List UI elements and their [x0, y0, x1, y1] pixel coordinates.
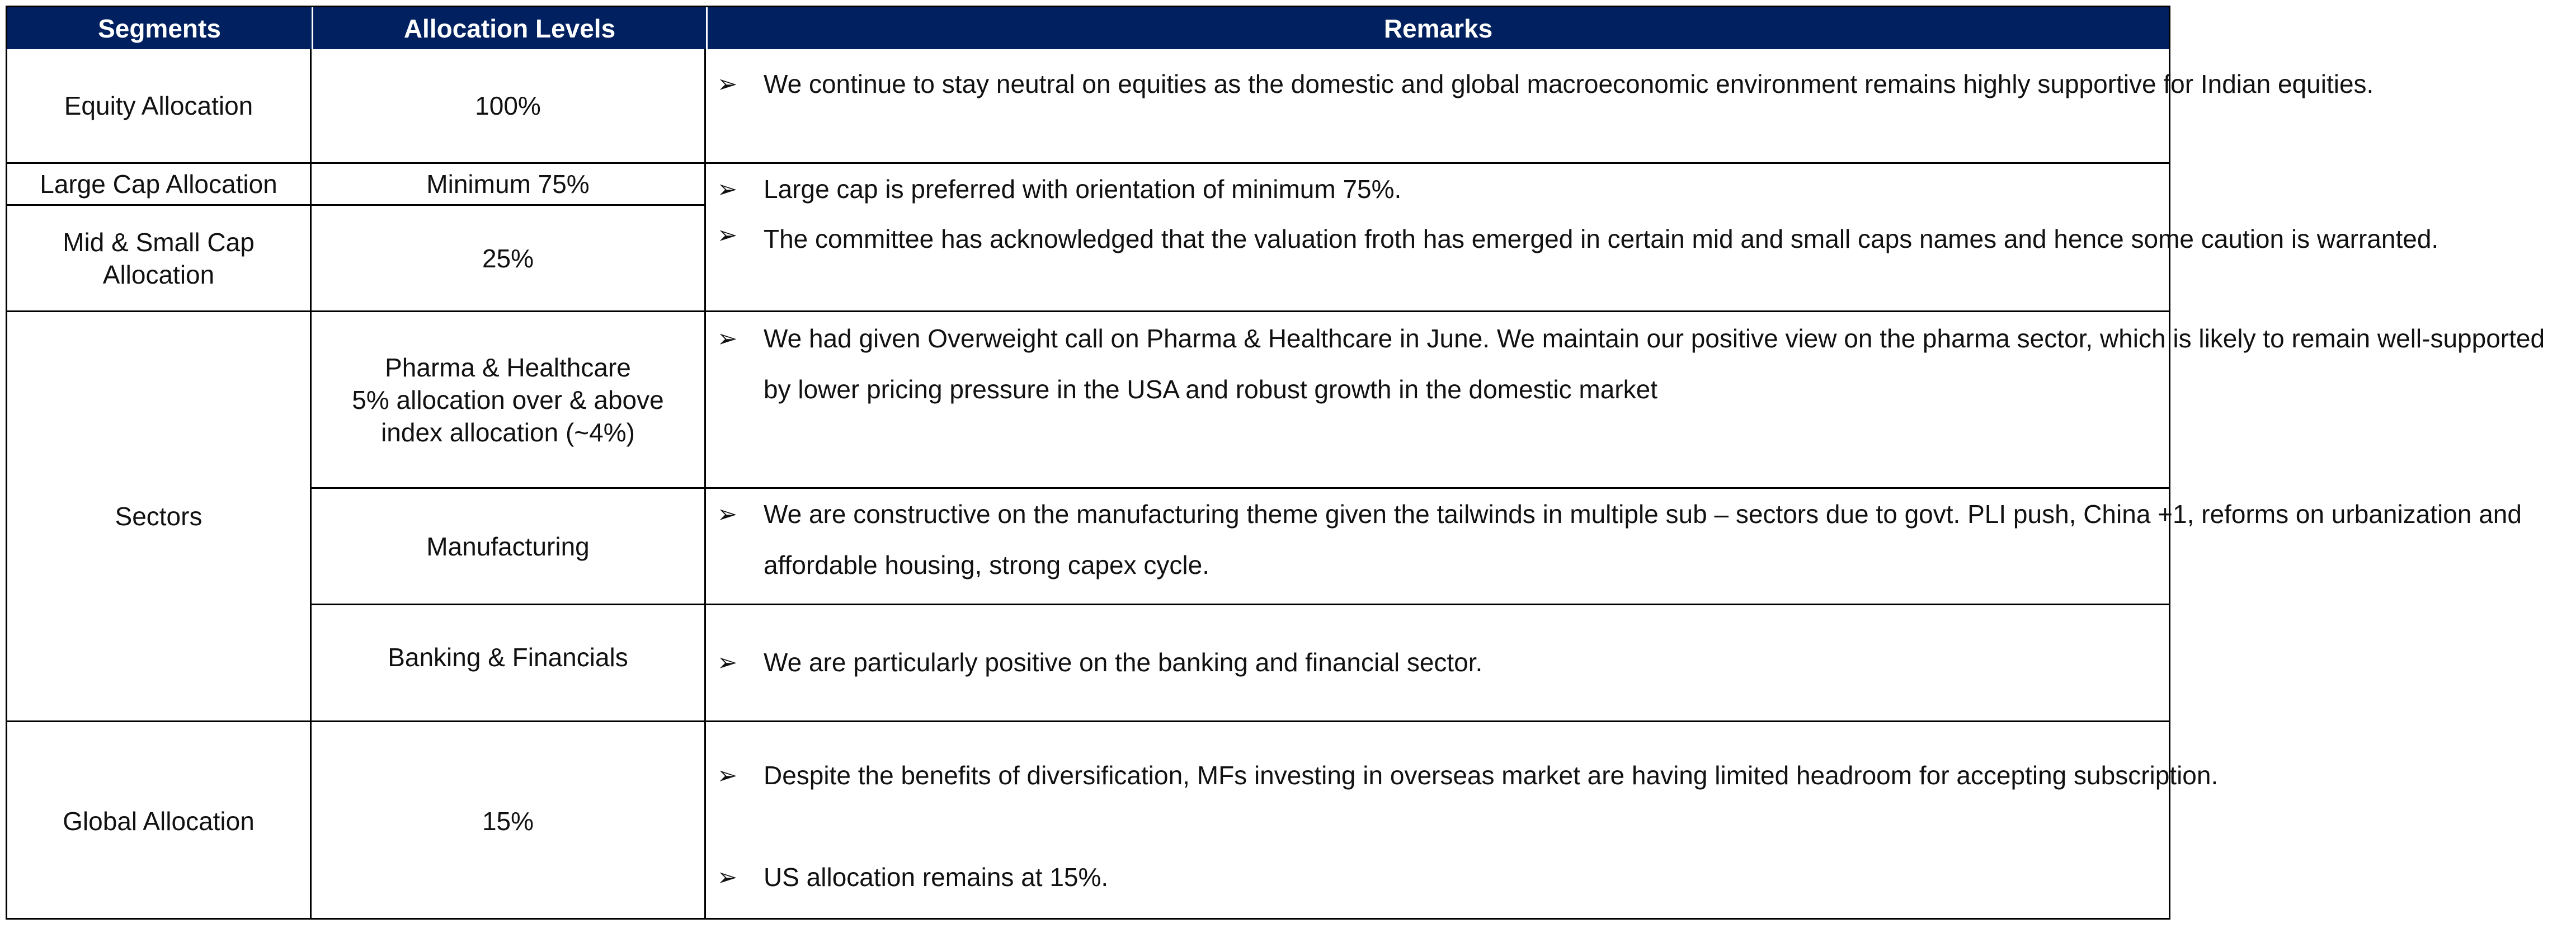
allocation-table — [6, 6, 2545, 920]
segment-equity: Equity Allocation — [64, 91, 253, 120]
remarks-pharma — [706, 312, 2545, 487]
segment-sectors: Sectors — [115, 502, 202, 531]
segment-mid-small-cap: Mid & Small Cap Allocation — [63, 227, 255, 289]
header-remarks: Remarks — [706, 7, 2169, 49]
remarks-global — [706, 722, 2219, 920]
remark-text: US allocation remains at 15%. — [764, 863, 1109, 892]
list-item — [710, 214, 2556, 304]
level-global: 15% — [482, 806, 534, 836]
header-allocation-levels: Allocation Levels — [312, 7, 706, 49]
remark-text: We are constructive on the manufacturing theme given the tailwinds in multiple sub – sectors due to govt. PLI push, China +1, reforms on urbanization and affordable housing, strong capex cycle. — [764, 500, 2522, 580]
level-pharma-line3: index allocation (~4%) — [381, 417, 635, 447]
remarks-equity — [706, 49, 2374, 162]
list-item — [710, 852, 2556, 903]
list-item — [710, 637, 2556, 688]
level-manufacturing: Manufacturing — [426, 531, 590, 561]
header-segments: Segments — [7, 7, 312, 49]
list-item — [710, 313, 2556, 475]
remarks-manufacturing — [706, 489, 2522, 604]
level-pharma — [312, 312, 704, 487]
segment-large-cap: Large Cap Allocation — [40, 169, 277, 199]
remark-text: We are particularly positive on the banking and financial sector. — [764, 648, 1483, 677]
list-item — [710, 164, 2556, 214]
arrow-bullet-icon: ➢ — [717, 649, 738, 676]
remarks-banking — [706, 605, 2169, 720]
level-large-cap: Minimum 75% — [426, 169, 590, 199]
arrow-bullet-icon: ➢ — [717, 501, 738, 528]
list-item — [710, 59, 2556, 159]
arrow-bullet-icon: ➢ — [717, 70, 738, 98]
arrow-bullet-icon: ➢ — [717, 325, 738, 352]
remark-text: We had given Overweight call on Pharma & Healthcare in June. We maintain our positive view on the pharma sector, which is likely to remain well-supported by lower pricing pressure in the USA and robust growth in the domestic market — [764, 324, 2545, 404]
remark-text: Large cap is preferred with orientation of minimum 75%. — [764, 175, 1402, 204]
arrow-bullet-icon: ➢ — [717, 176, 738, 203]
segment-global: Global Allocation — [63, 806, 255, 836]
list-item — [710, 489, 2556, 595]
level-pharma-line2: 5% allocation over & above — [352, 385, 664, 414]
level-mid-small-cap: 25% — [482, 243, 534, 273]
list-item — [710, 750, 2556, 852]
arrow-bullet-icon: ➢ — [717, 222, 738, 249]
arrow-bullet-icon: ➢ — [717, 762, 738, 789]
level-equity: 100% — [475, 91, 541, 120]
level-pharma-line1: Pharma & Healthcare — [385, 352, 631, 382]
level-banking: Banking & Financials — [388, 643, 628, 672]
remark-text: The committee has acknowledged that the valuation froth has emerged in certain mid and small caps names and hence some caution is warranted. — [764, 224, 2439, 253]
remark-text: We continue to stay neutral on equities as the domestic and global macroeconomic environment remains highly supportive for Indian equities. — [764, 69, 2374, 98]
arrow-bullet-icon: ➢ — [717, 864, 738, 891]
remarks-cap — [706, 164, 2439, 310]
remark-text: Despite the benefits of diversification, MFs investing in overseas market are having limited headroom for accepting subscription. — [764, 761, 2219, 790]
